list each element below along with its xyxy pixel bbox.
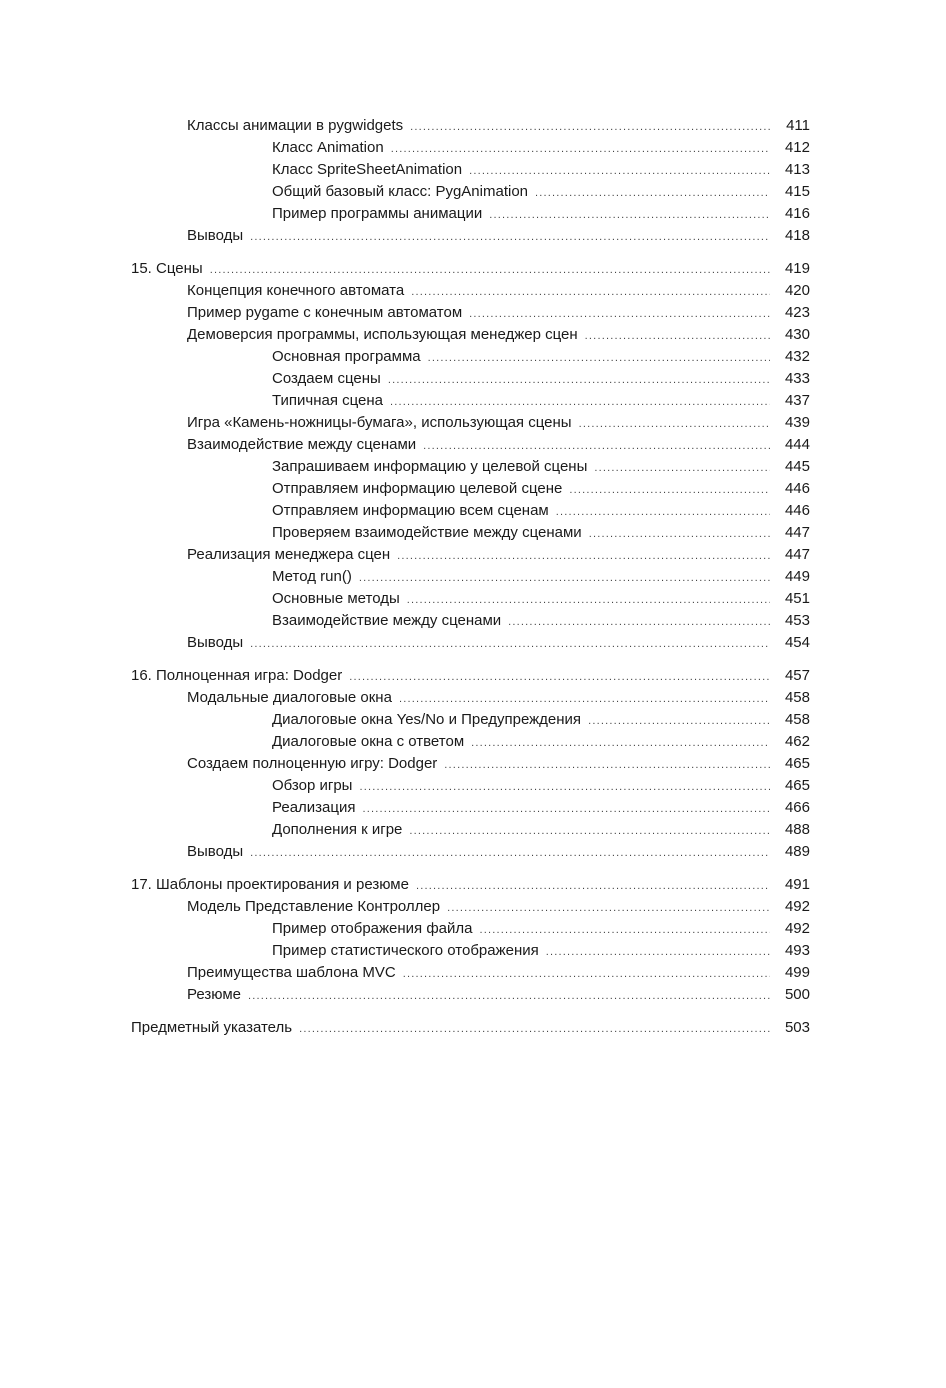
toc-entry-page: 439 bbox=[784, 414, 810, 431]
toc-section bbox=[131, 1017, 810, 1039]
dot-leader bbox=[250, 226, 770, 248]
toc-entry-page: 418 bbox=[784, 227, 810, 244]
toc-entry bbox=[131, 874, 810, 896]
toc-entry bbox=[131, 203, 810, 225]
dot-leader bbox=[388, 369, 770, 391]
dot-leader bbox=[588, 710, 770, 732]
toc-entry bbox=[131, 940, 810, 962]
toc-entry-page: 492 bbox=[784, 920, 810, 937]
toc-entry bbox=[131, 500, 810, 522]
dot-leader bbox=[579, 413, 770, 435]
toc-entry-title: Взаимодействие между сценами bbox=[272, 612, 502, 629]
dot-leader bbox=[546, 941, 770, 963]
toc-entry-page: 433 bbox=[784, 370, 810, 387]
toc-entry-page: 491 bbox=[784, 876, 810, 893]
toc-entry-page: 488 bbox=[784, 821, 810, 838]
toc-entry bbox=[131, 434, 810, 456]
toc-entry bbox=[131, 687, 810, 709]
toc-entry bbox=[131, 731, 810, 753]
toc-entry-title: Предметный указатель bbox=[131, 1019, 293, 1036]
toc-entry bbox=[131, 225, 810, 247]
toc-entry-page: 493 bbox=[784, 942, 810, 959]
toc-entry bbox=[131, 753, 810, 775]
toc-entry-title: Выводы bbox=[187, 843, 244, 860]
toc-entry bbox=[131, 456, 810, 478]
toc-entry-page: 449 bbox=[784, 568, 810, 585]
toc-entry bbox=[131, 324, 810, 346]
toc-entry-page: 411 bbox=[786, 117, 810, 134]
dot-leader bbox=[471, 732, 770, 754]
toc-entry-title: Пример статистического отображения bbox=[272, 942, 539, 959]
toc-entry bbox=[131, 478, 810, 500]
dot-leader bbox=[359, 776, 770, 798]
toc-entry bbox=[131, 665, 810, 687]
toc-entry-page: 465 bbox=[784, 755, 810, 772]
toc-entry bbox=[131, 368, 810, 390]
toc-entry bbox=[131, 896, 810, 918]
toc-entry bbox=[131, 258, 810, 280]
toc-entry bbox=[131, 280, 810, 302]
dot-leader bbox=[416, 875, 770, 897]
dot-leader bbox=[594, 457, 770, 479]
toc-entry-title: Демоверсия программы, использующая менеджер сцен bbox=[187, 326, 578, 343]
toc-entry bbox=[131, 841, 810, 863]
toc-entry-page: 444 bbox=[784, 436, 810, 453]
toc-entry bbox=[131, 797, 810, 819]
toc-entry-title: Модальные диалоговые окна bbox=[187, 689, 392, 706]
toc-section bbox=[131, 665, 810, 863]
toc-entry-page: 437 bbox=[784, 392, 810, 409]
toc-entry-title: Класс SpriteSheetAnimation bbox=[272, 161, 463, 178]
dot-leader bbox=[423, 435, 770, 457]
dot-leader bbox=[250, 842, 770, 864]
toc-entry-page: 503 bbox=[784, 1019, 810, 1036]
toc-entry-title: Запрашиваем информацию у целевой сцены bbox=[272, 458, 588, 475]
dot-leader bbox=[362, 798, 770, 820]
toc-entry-page: 499 bbox=[784, 964, 810, 981]
toc-entry bbox=[131, 709, 810, 731]
toc-entry-page: 454 bbox=[784, 634, 810, 651]
toc-entry-title: Игра «Камень-ножницы-бумага», использующая сцены bbox=[187, 414, 572, 431]
toc-entry bbox=[131, 610, 810, 632]
dot-leader bbox=[444, 754, 770, 776]
toc-entry-page: 430 bbox=[784, 326, 810, 343]
dot-leader bbox=[210, 259, 770, 281]
toc-entry-title: Преимущества шаблона MVC bbox=[187, 964, 396, 981]
toc-entry-title: Выводы bbox=[187, 634, 244, 651]
toc-entry-page: 415 bbox=[784, 183, 810, 200]
toc-entry-title: Создаем сцены bbox=[272, 370, 381, 387]
toc-entry-title: Реализация менеджера сцен bbox=[187, 546, 391, 563]
dot-leader bbox=[428, 347, 770, 369]
toc-entry-page: 458 bbox=[784, 711, 810, 728]
toc-entry-page: 446 bbox=[784, 502, 810, 519]
dot-leader bbox=[409, 820, 770, 842]
toc-entry-title: Модель Представление Контроллер bbox=[187, 898, 441, 915]
toc-entry-title: Типичная сцена bbox=[272, 392, 384, 409]
toc-entry-title: Отправляем информацию всем сценам bbox=[272, 502, 549, 519]
dot-leader bbox=[248, 985, 770, 1007]
dot-leader bbox=[250, 633, 770, 655]
dot-leader bbox=[469, 160, 770, 182]
toc-entry-title: Диалоговые окна Yes/No и Предупреждения bbox=[272, 711, 582, 728]
toc-entry-title: Классы анимации в pygwidgets bbox=[187, 117, 404, 134]
toc-entry-page: 432 bbox=[784, 348, 810, 365]
dot-leader bbox=[569, 479, 770, 501]
toc-entry-page: 458 bbox=[784, 689, 810, 706]
toc-entry-title: Пример pygame с конечным автоматом bbox=[187, 304, 463, 321]
dot-leader bbox=[399, 688, 770, 710]
toc-entry-title: Концепция конечного автомата bbox=[187, 282, 405, 299]
dot-leader bbox=[589, 523, 770, 545]
toc-entry-title: Отправляем информацию целевой сцене bbox=[272, 480, 563, 497]
toc-entry-title: 15. Сцены bbox=[131, 260, 203, 277]
dot-leader bbox=[390, 391, 770, 413]
toc-section bbox=[131, 258, 810, 654]
toc-entry-title: Общий базовый класс: PygAnimation bbox=[272, 183, 529, 200]
toc-entry-page: 447 bbox=[784, 524, 810, 541]
toc-entry-page: 489 bbox=[784, 843, 810, 860]
toc-entry bbox=[131, 984, 810, 1006]
dot-leader bbox=[410, 116, 770, 138]
dot-leader bbox=[535, 182, 770, 204]
toc-entry bbox=[131, 775, 810, 797]
toc-entry-title: Основные методы bbox=[272, 590, 400, 607]
toc-entry bbox=[131, 918, 810, 940]
toc-entry bbox=[131, 346, 810, 368]
toc-entry bbox=[131, 632, 810, 654]
toc-section bbox=[131, 874, 810, 1006]
toc-entry bbox=[131, 962, 810, 984]
toc-entry-page: 457 bbox=[784, 667, 810, 684]
toc-entry bbox=[131, 181, 810, 203]
dot-leader bbox=[403, 963, 770, 985]
toc-entry bbox=[131, 137, 810, 159]
toc-entry-title: Основная программа bbox=[272, 348, 421, 365]
dot-leader bbox=[469, 303, 770, 325]
toc-entry-title: 16. Полноценная игра: Dodger bbox=[131, 667, 343, 684]
toc-entry-page: 462 bbox=[784, 733, 810, 750]
dot-leader bbox=[397, 545, 770, 567]
dot-leader bbox=[407, 589, 770, 611]
toc-entry-title: Выводы bbox=[187, 227, 244, 244]
dot-leader bbox=[489, 204, 770, 226]
toc-entry bbox=[131, 412, 810, 434]
toc-entry-title: Метод run() bbox=[272, 568, 352, 585]
toc-entry-page: 492 bbox=[784, 898, 810, 915]
toc-entry bbox=[131, 544, 810, 566]
toc-entry bbox=[131, 302, 810, 324]
dot-leader bbox=[299, 1018, 770, 1040]
toc-entry-page: 446 bbox=[784, 480, 810, 497]
toc-entry-title: Класс Animation bbox=[272, 139, 384, 156]
toc-entry-page: 447 bbox=[784, 546, 810, 563]
dot-leader bbox=[411, 281, 770, 303]
toc-entry-page: 416 bbox=[784, 205, 810, 222]
toc-entry-page: 420 bbox=[784, 282, 810, 299]
toc-entry bbox=[131, 115, 810, 137]
toc-entry-page: 445 bbox=[784, 458, 810, 475]
toc-entry-title: Взаимодействие между сценами bbox=[187, 436, 417, 453]
dot-leader bbox=[391, 138, 770, 160]
toc-entry bbox=[131, 522, 810, 544]
toc-entry-page: 451 bbox=[784, 590, 810, 607]
toc-entry-title: Пример программы анимации bbox=[272, 205, 483, 222]
dot-leader bbox=[349, 666, 770, 688]
dot-leader bbox=[447, 897, 770, 919]
toc-entry-page: 423 bbox=[784, 304, 810, 321]
dot-leader bbox=[359, 567, 770, 589]
toc-entry-title: Резюме bbox=[187, 986, 241, 1003]
toc-entry-page: 453 bbox=[784, 612, 810, 629]
table-of-contents bbox=[131, 115, 810, 1039]
toc-entry-page: 412 bbox=[784, 139, 810, 156]
toc-entry-page: 466 bbox=[784, 799, 810, 816]
dot-leader bbox=[556, 501, 770, 523]
toc-entry-title: Создаем полноценную игру: Dodger bbox=[187, 755, 438, 772]
toc-entry-title: Реализация bbox=[272, 799, 356, 816]
toc-entry-page: 413 bbox=[784, 161, 810, 178]
toc-entry-page: 465 bbox=[784, 777, 810, 794]
toc-entry-title: Проверяем взаимодействие между сценами bbox=[272, 524, 582, 541]
toc-entry bbox=[131, 390, 810, 412]
toc-entry-title: 17. Шаблоны проектирования и резюме bbox=[131, 876, 409, 893]
toc-entry-title: Обзор игры bbox=[272, 777, 353, 794]
toc-entry bbox=[131, 1017, 810, 1039]
toc-entry-title: Диалоговые окна с ответом bbox=[272, 733, 465, 750]
dot-leader bbox=[508, 611, 770, 633]
toc-entry-title: Пример отображения файла bbox=[272, 920, 473, 937]
toc-entry bbox=[131, 159, 810, 181]
toc-entry bbox=[131, 566, 810, 588]
toc-entry-page: 500 bbox=[784, 986, 810, 1003]
dot-leader bbox=[585, 325, 770, 347]
toc-entry bbox=[131, 819, 810, 841]
dot-leader bbox=[480, 919, 771, 941]
toc-entry-page: 419 bbox=[784, 260, 810, 277]
toc-entry bbox=[131, 588, 810, 610]
toc-section bbox=[131, 115, 810, 247]
toc-entry-title: Дополнения к игре bbox=[272, 821, 403, 838]
